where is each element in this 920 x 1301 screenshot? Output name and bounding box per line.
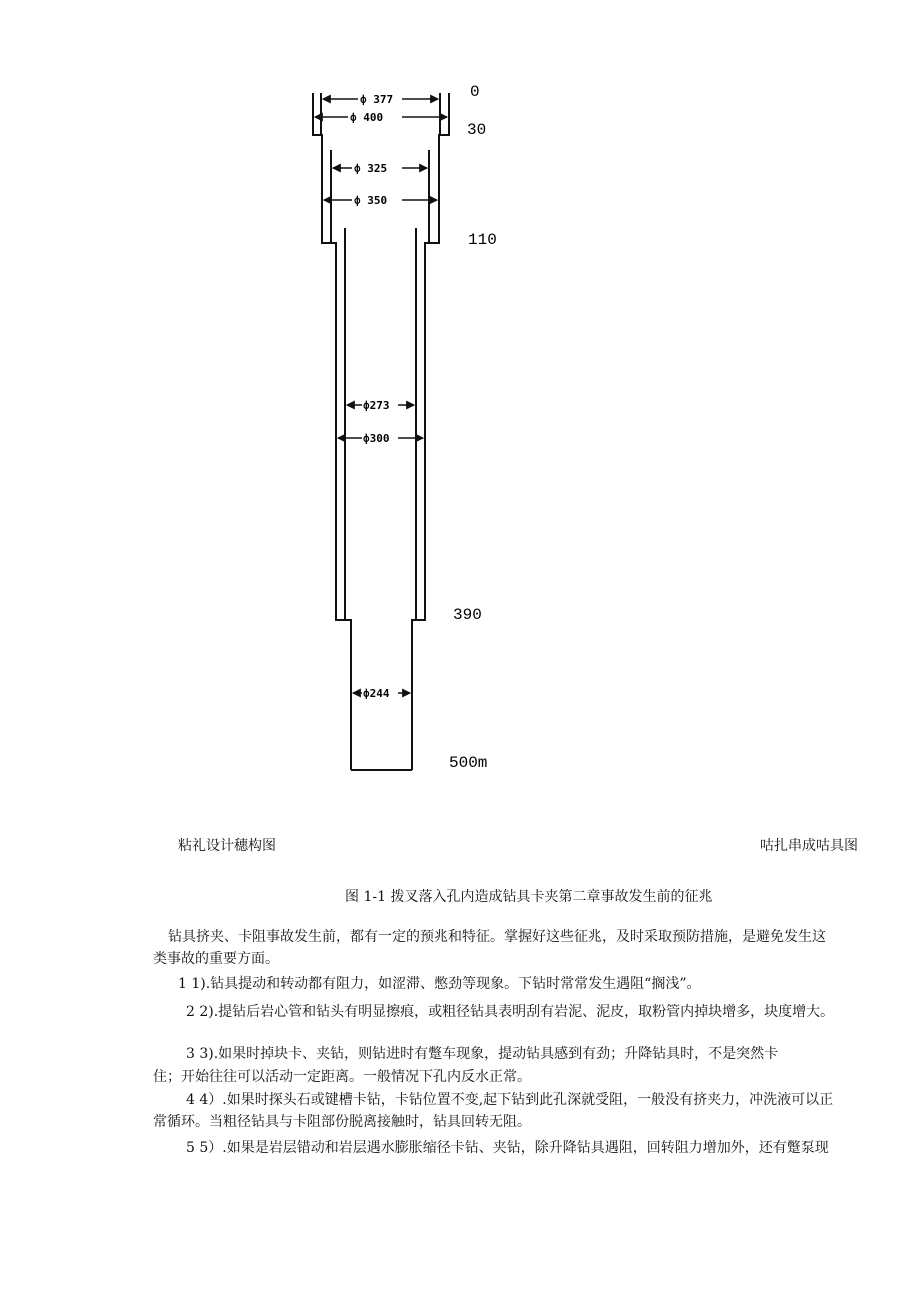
borehole-structure-diagram [300, 80, 510, 780]
item-1: 1 1).钻具提动和转动都有阻力，如涩滞、憋劲等现象。下钻时常常发生遇阻“搁浅”。 [178, 976, 701, 992]
depth-label-0: 0 [470, 83, 480, 101]
depth-labels [449, 83, 497, 772]
dim-label-244: ф244 [363, 687, 390, 700]
dimension-labels [348, 92, 402, 700]
dim-label-325: ф 325 [354, 162, 388, 175]
dim-label-350: ф 350 [354, 194, 388, 207]
dim-label-377: ф 377 [360, 93, 394, 106]
depth-label-110: 110 [468, 231, 497, 249]
item-3-line-2: 住；开始往往可以活动一定距离。一般情况下孔内反水正常。 [153, 1069, 531, 1085]
intro-line-1: 钻具挤夹、卡阻事故发生前，都有一定的预兆和特征。掌握好这些征兆，及时采取预防措施，是避免发生这 [168, 929, 826, 945]
depth-label-500: 500m [449, 754, 488, 772]
item-2: 2 2).提钻后岩心管和钻头有明显擦痕，或粗径钻具表明刮有岩泥、泥皮，取粉管内掉块增多，块度增大。 [186, 1004, 835, 1020]
caption-right: 咕扎串成咕具图 [760, 838, 858, 854]
dim-label-400: ф 400 [350, 111, 384, 124]
dim-label-273: ф273 [363, 399, 390, 412]
dim-label-300: ф300 [363, 432, 390, 445]
item-4-line-1: 4 4）.如果时探头石或键槽卡钻，卡钻位置不变,起下钻到此孔深就受阻，一般没有挤夹力，冲洗液可以正 [186, 1092, 834, 1108]
depth-label-390: 390 [453, 606, 482, 624]
outer-wall-right [412, 93, 449, 770]
dimension-lines [315, 99, 447, 693]
caption-left: 粘礼设计穗构图 [178, 838, 276, 854]
figure-caption: 图 1-1 拨叉落入孔内造成钻具卡夹第二章事故发生前的征兆 [345, 889, 713, 905]
item-5-line-1: 5 5）.如果是岩层错动和岩层遇水膨胀缩径卡钻、夹钻，除升降钻具遇阻，回转阻力增加外，还有蹩泵现 [186, 1140, 829, 1156]
item-4-line-2: 常循环。当粗径钻具与卡阻部份脱离接触时，钻具回转无阻。 [153, 1114, 531, 1130]
item-3-line-1: 3 3).如果时掉块卡、夹钻，则钻进时有蹩车现象，提动钻具感到有劲；升降钻具时，不是突然卡 [186, 1046, 779, 1062]
intro-line-2: 类事故的重要方面。 [153, 951, 279, 967]
depth-label-30: 30 [467, 121, 487, 139]
